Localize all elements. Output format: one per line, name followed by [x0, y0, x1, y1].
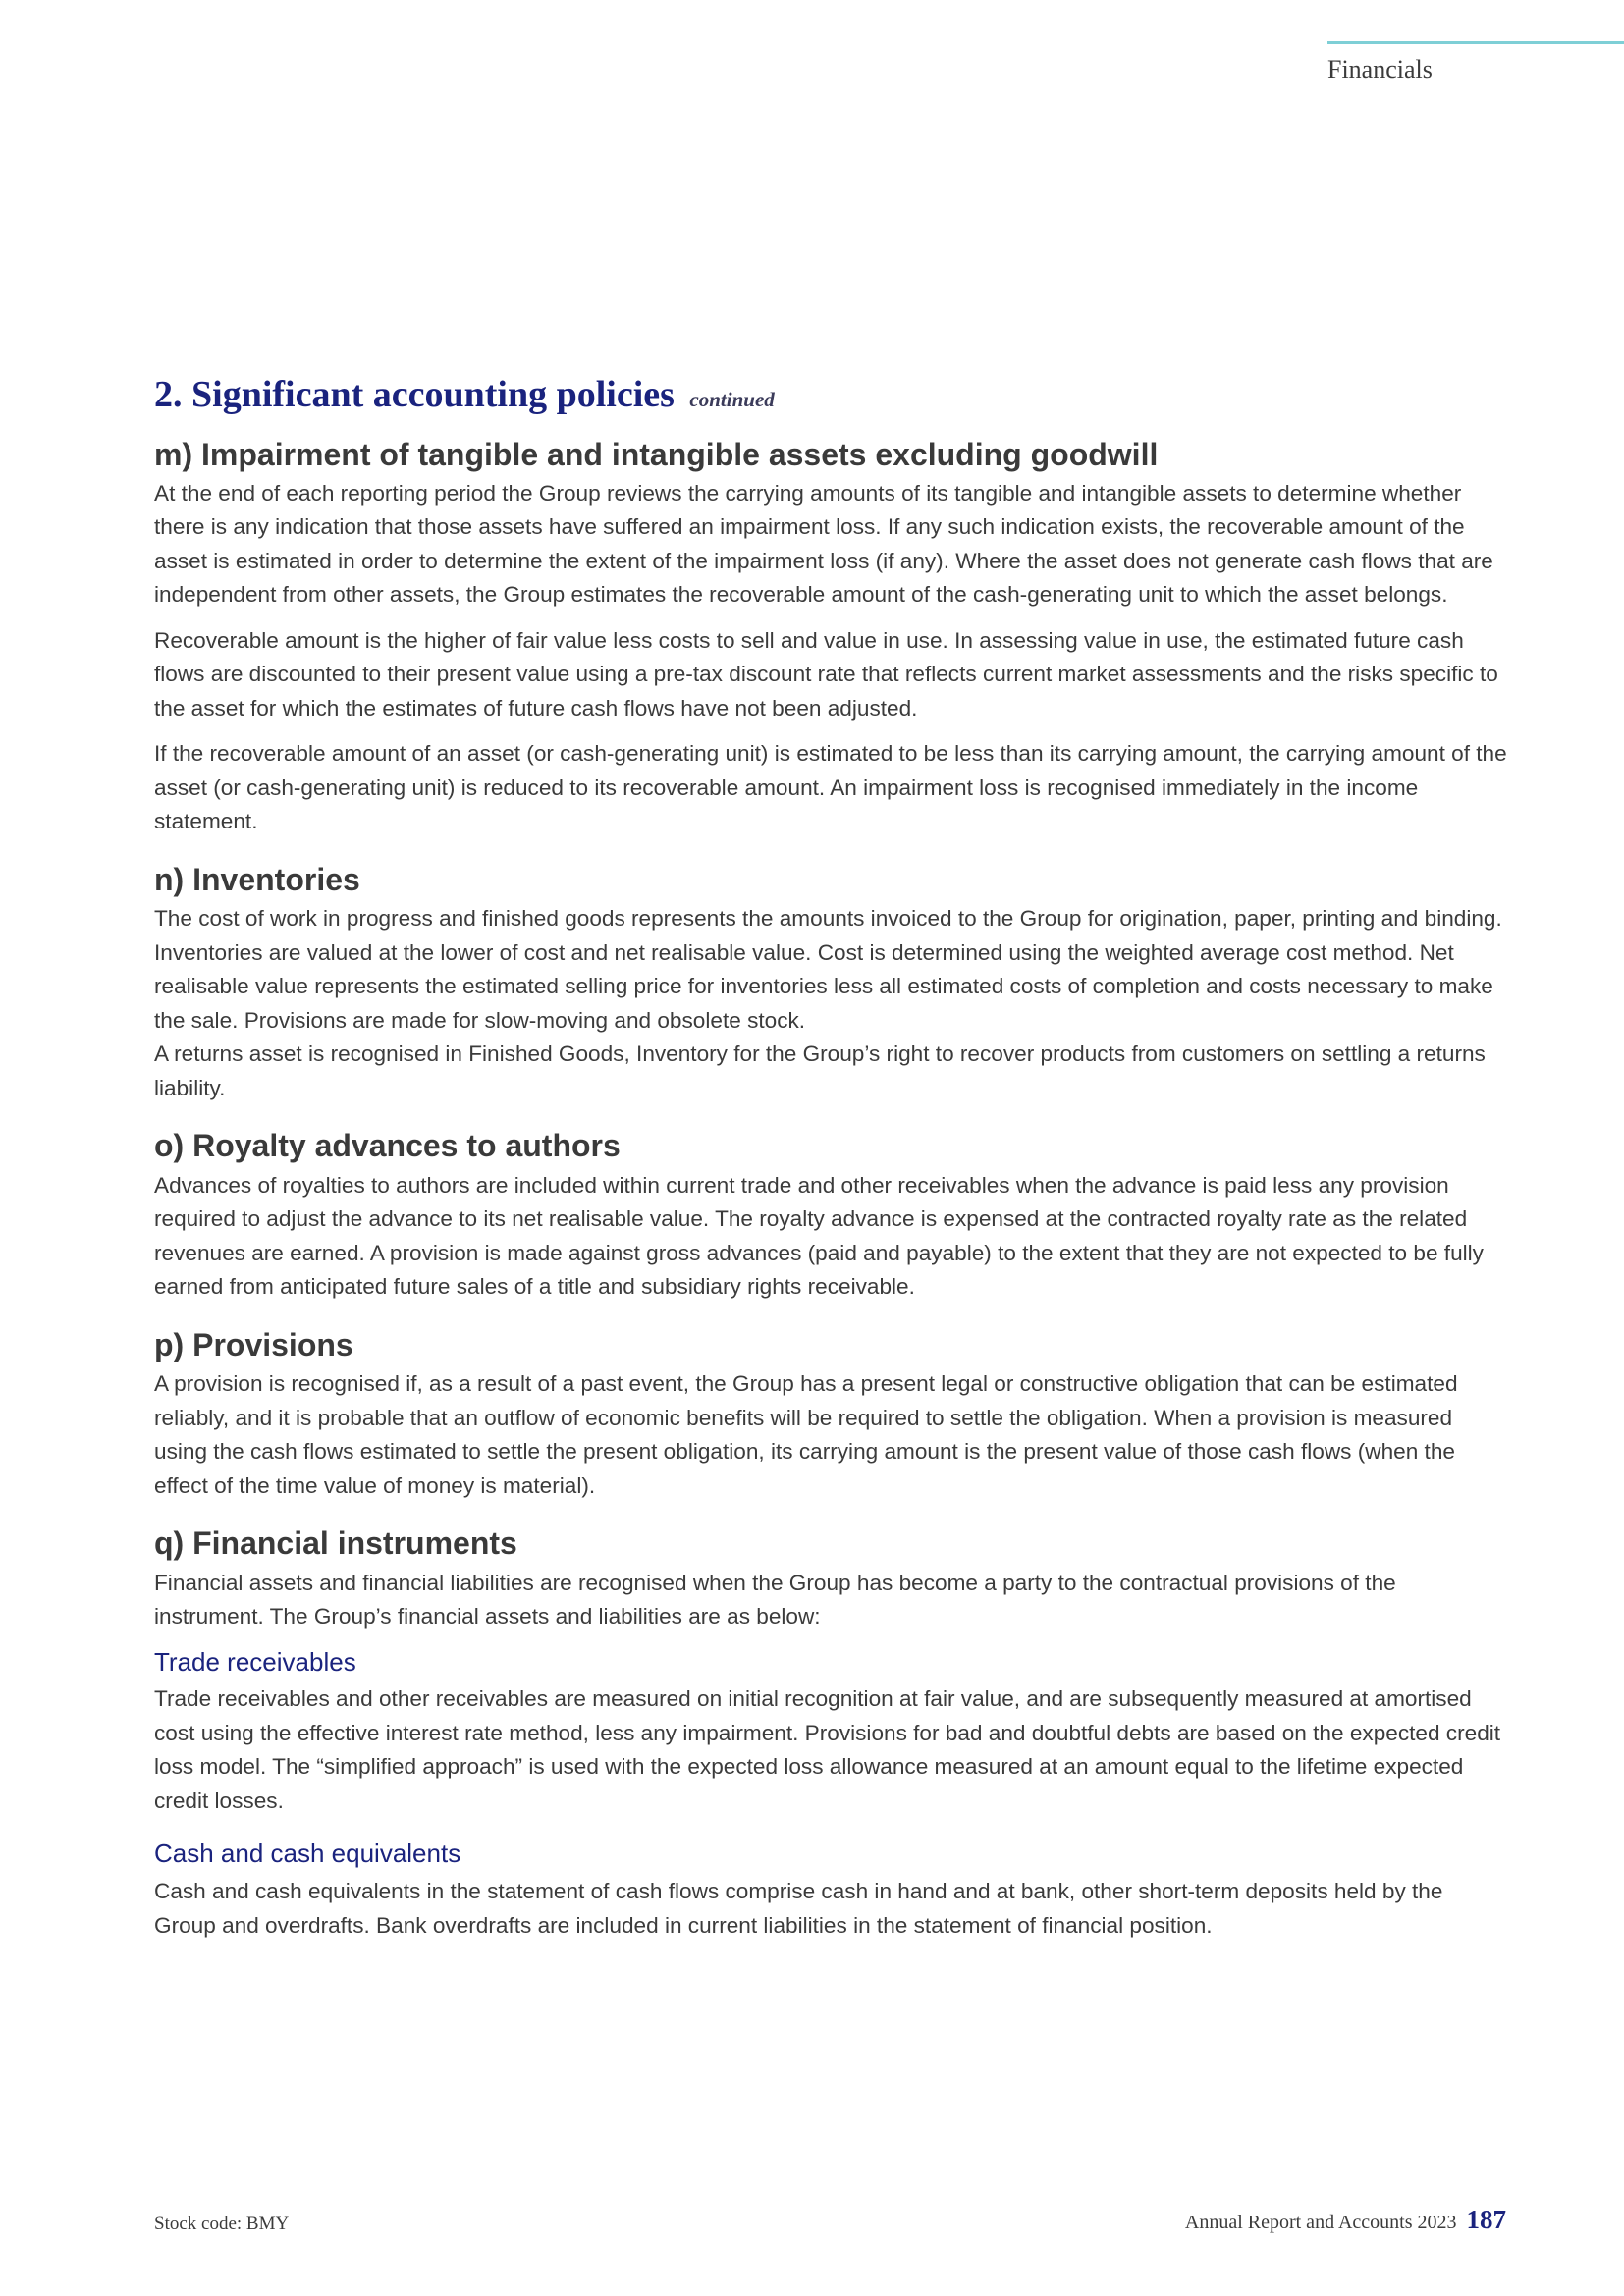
subpolicy-trade-receivables — [154, 1646, 1509, 1819]
footer-stock-code: Stock code: BMY — [154, 2214, 290, 2234]
section-title-text: 2. Significant accounting policies — [154, 374, 675, 415]
footer-report-title: Annual Report and Accounts 2023 — [1184, 2212, 1457, 2233]
footer-report — [1185, 2205, 1506, 2235]
policy-provisions — [154, 1326, 1509, 1503]
page-content — [154, 373, 1509, 1964]
heading-inventories: n) Inventories — [154, 861, 360, 897]
heading-provisions: p) Provisions — [154, 1326, 353, 1362]
policy-royalty-advances — [154, 1127, 1509, 1304]
paragraph-line: A returns asset is recognised in Finished Goods, Inventory for the Group’s right to recover products from customers on settling a returns liability. — [154, 1041, 1486, 1100]
paragraph: Trade receivables and other receivables are measured on initial recognition at fair value, and are subsequently measured at amortised cost using the effective interest rate method, less any impairment. Provisions for bad and doubtful debts are based on the expected credit loss model. The “simplified approach” is used with the expected loss allowance measured at an amount equal to the lifetime expected credit losses. — [154, 1686, 1501, 1813]
paragraph: A provision is recognised if, as a result of a past event, the Group has a present legal or constructive obligation that can be estimated reliably, and it is probable that an outflow of economic benefits will be required to settle the obligation. When a provision is measured using the cash flows estimated to settle the present obligation, its carrying amount is the present value of those cash flows (when the effect of the time value of money is material). — [154, 1371, 1458, 1498]
paragraph: If the recoverable amount of an asset (or cash-generating unit) is estimated to be less than its carrying amount, the carrying amount of the asset (or cash-generating unit) is reduced to its recoverable amount. An impairment loss is recognised immediately in the income statement. — [154, 741, 1507, 834]
heading-trade-receivables: Trade receivables — [154, 1646, 356, 1677]
paragraph: At the end of each reporting period the Group reviews the carrying amounts of its tangible and intangible assets to determine whether there is any indication that those assets have suffered an impairment loss. If any such indication exists, the recoverable amount of the asset is estimated in order to determine the extent of the impairment loss (if any). Where the asset does not generate cash flows that are independent from other assets, the Group estimates the recoverable amount of the cash-generating unit to which the asset belongs. — [154, 480, 1493, 608]
header-accent-rule — [1327, 41, 1624, 44]
paragraph: Advances of royalties to authors are included within current trade and other receivables when the advance is paid less any provision required to adjust the advance to its net realisable value. The royalty advance is expensed at the contracted royalty rate as the related revenues are earned. A provision is made against gross advances (paid and payable) to the extent that they are not expected to be fully earned from anticipated future sales of a title and subsidiary rights receivable. — [154, 1172, 1484, 1300]
subpolicy-cash-equivalents — [154, 1838, 1509, 1943]
paragraph: Financial assets and financial liabilities are recognised when the Group has become a party to the contractual provisions of the instrument. The Group’s financial assets and liabilities are as below: — [154, 1570, 1396, 1629]
heading-royalty-advances: o) Royalty advances to authors — [154, 1128, 621, 1164]
policy-inventories — [154, 861, 1509, 1105]
paragraph-line: The cost of work in progress and finished goods represents the amounts invoiced to the Group for origination, paper, printing and binding. Inventories are valued at the lower of cost and net realisable value. Cost is determined using the weighted average cost method. Net realisable value represents the estimated selling price for inventories less all estimated costs of completion and costs necessary to make the sale. Provisions are made for slow-moving and obsolete stock. — [154, 906, 1502, 1033]
continued-label: continued — [689, 388, 775, 411]
heading-impairment: m) Impairment of tangible and intangible assets excluding goodwill — [154, 436, 1159, 472]
paragraph: Recoverable amount is the higher of fair value less costs to sell and value in use. In assessing value in use, the estimated future cash flows are discounted to their present value using a pre-tax discount rate that reflects current market assessments and the risks specific to the asset for which the estimates of future cash flows have not been adjusted. — [154, 627, 1498, 721]
section-title — [154, 373, 1509, 418]
heading-cash-equivalents: Cash and cash equivalents — [154, 1839, 461, 1869]
policy-impairment — [154, 436, 1509, 839]
page-number: 187 — [1466, 2205, 1506, 2234]
paragraph — [154, 902, 1509, 1105]
policy-financial-instruments — [154, 1524, 1509, 1943]
running-header: Financials — [1327, 55, 1433, 83]
heading-financial-instruments: q) Financial instruments — [154, 1525, 517, 1562]
paragraph: Cash and cash equivalents in the statement of cash flows comprise cash in hand and at bank, other short-term deposits held by the Group and overdrafts. Bank overdrafts are included in current liabilities in the statement of financial position. — [154, 1879, 1443, 1938]
